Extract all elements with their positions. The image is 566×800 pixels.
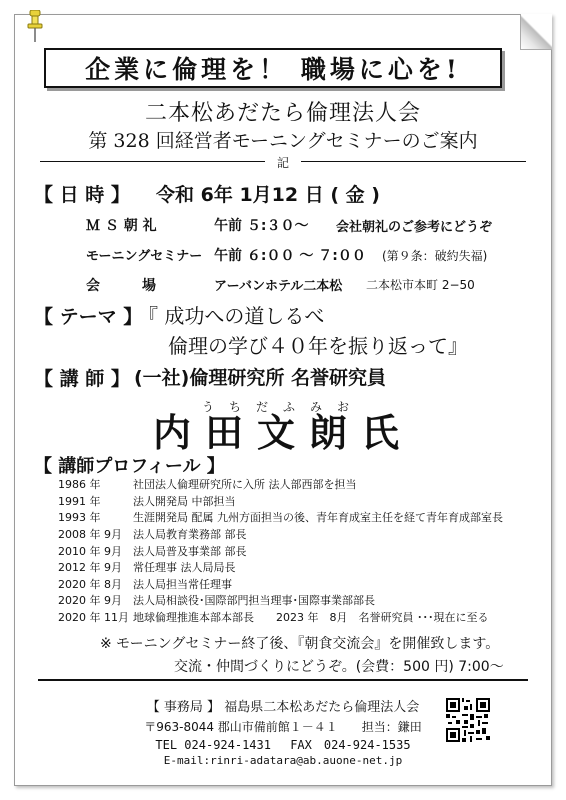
- breakfast-note-detail: 交流・仲間づくりにどうぞ。(会費：500 円) 7:00～: [174, 659, 504, 675]
- profile-date: 1991 年: [58, 494, 101, 508]
- profile-date: 2020 年 9月: [58, 594, 122, 608]
- office-tel-fax: TEL 024-924-1431 FAX 024-924-1535: [155, 738, 411, 752]
- organization-name: 二本松あだたら倫理法人会: [144, 101, 421, 126]
- datetime-value: 令和 6年 1月12 日 ( 金 ): [156, 184, 380, 206]
- headline-title: 企業に倫理を！ 職場に心を!: [44, 48, 502, 88]
- office-email: E-mail:rinri-adatara@ab.auone-net.jp: [163, 754, 403, 767]
- schedule-time: 午前 ６:００ ～ ７:００: [214, 248, 366, 264]
- profile-row: [58, 559, 528, 576]
- profile-date: 2020 年 8月: [58, 577, 122, 591]
- footer-divider: [38, 679, 528, 681]
- profile-row: [58, 609, 528, 626]
- profile-row: [58, 576, 528, 593]
- profile-text: 法人局普及事業部 部長: [133, 544, 247, 558]
- ki-separator: [40, 154, 526, 168]
- qr-code-icon: [446, 698, 490, 742]
- profile-text: 社団法人倫理研究所に入所 法人部西部を担当: [133, 478, 357, 492]
- schedule-note: 会社朝礼のご参考にどうぞ: [336, 220, 493, 235]
- profile-row: [58, 526, 528, 543]
- pushpin-icon: [26, 10, 44, 44]
- schedule-label: モーニングセミナー: [86, 249, 203, 264]
- lecturer-name: 内田文朗氏: [152, 410, 413, 455]
- profile-row: [58, 493, 528, 510]
- profile-text: 生涯開発局 配属 九州方面担当の後、青年育成室主任を経て青年育成部室長: [133, 511, 503, 525]
- theme-label: 【 テーマ 】: [34, 306, 143, 328]
- lecturer-ruby: うちだふみお: [201, 400, 364, 414]
- profile-date: 1986 年: [58, 478, 101, 492]
- profile-date: 2010 年 9月: [58, 544, 122, 558]
- profile-text: 法人局担当常任理事: [133, 577, 232, 591]
- profile-text: 法人局教育業務部 部長: [133, 528, 247, 542]
- venue-address: 二本松市本町 2−50: [366, 278, 475, 292]
- profile-text: 常任理事 法人局局長: [133, 561, 236, 575]
- breakfast-note: ※ モーニングセミナー終了後、『朝食交流会』を開催致します。: [100, 636, 500, 652]
- schedule-note: (第９条：破約失福): [382, 249, 488, 263]
- profile-text: 法人局相談役･国際部門担当理事･国際事業部部長: [133, 594, 375, 608]
- profile-date: 1993 年: [58, 511, 101, 525]
- theme-line-2: 倫理の学び４０年を振り返って』: [168, 334, 468, 358]
- office-line: 【 事務局 】 福島県二本松あだたら倫理法人会: [146, 700, 420, 715]
- profile-date: 2008 年 9月: [58, 528, 122, 542]
- profile-date: 2012 年 9月: [58, 561, 122, 575]
- profile-date: 2020 年 11月: [58, 611, 129, 625]
- schedule-label: Ｍ Ｓ 朝 礼: [86, 218, 157, 234]
- profile-row: [58, 476, 528, 493]
- profile-row: [58, 542, 528, 559]
- datetime-label: 【 日 時 】: [34, 184, 130, 206]
- profile-text: 法人開発局 中部担当: [133, 494, 236, 508]
- seminar-title: 第 328 回経営者モーニングセミナーのご案内: [88, 130, 478, 152]
- profile-label: 【 講師プロフィール 】: [34, 456, 225, 477]
- venue-name: アーバンホテル二本松: [214, 279, 343, 294]
- profile-list: [58, 476, 528, 625]
- profile-row: [58, 509, 528, 526]
- profile-row: [58, 592, 528, 609]
- theme-line-1: 『 成功への道しるべ: [138, 304, 325, 328]
- page-curl: [520, 14, 552, 50]
- ki-mark: 記: [276, 156, 289, 170]
- schedule-time: 午前 ５:３０～: [214, 218, 309, 234]
- profile-text: 地球倫理推進本部本部長 2023 年 8月 名誉研究員 ･･･現在に至る: [133, 611, 489, 625]
- lecturer-label: 【 講 師 】: [34, 368, 130, 390]
- lecturer-affiliation: (一社)倫理研究所 名誉研究員: [134, 367, 386, 389]
- venue-label: 会 場: [86, 278, 156, 294]
- office-address: 〒963-8044 郡山市備前館１－４１ 担当：鎌田: [144, 720, 422, 734]
